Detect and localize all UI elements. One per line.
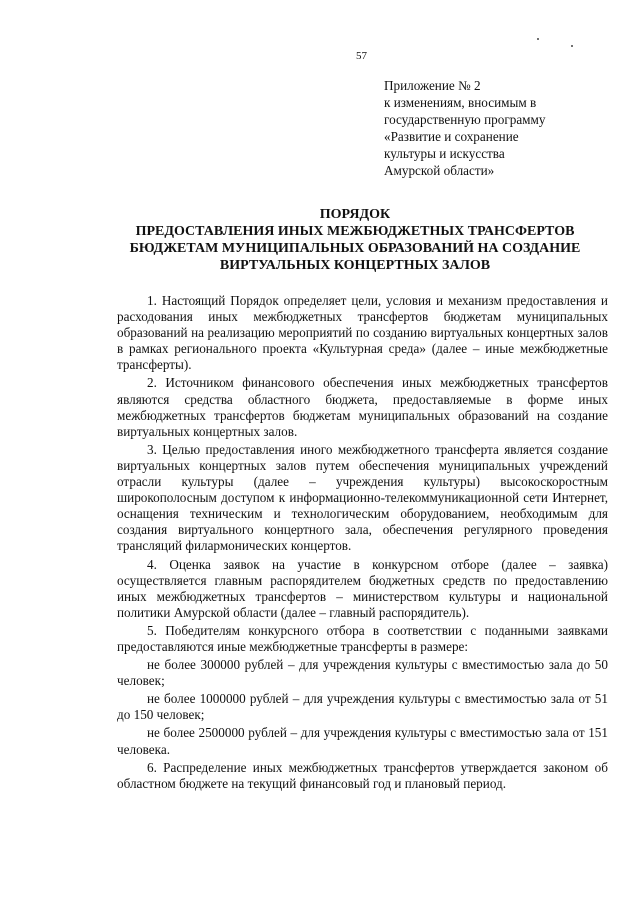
paragraph: 5. Победителям конкурсного отбора в соответствии с поданными заявками предоставляются иные межбюджетные трансферты в размере: — [117, 622, 608, 654]
paragraph: 6. Распределение иных межбюджетных трансфертов утверждается законом об областном бюджете на текущий финансовый год и плановый период. — [117, 759, 608, 791]
paragraph: 4. Оценка заявок на участие в конкурсном отборе (далее – заявка) осуществляется главным распорядителем бюджетных средств по предоставлению иных межбюджетных трансфертов – министерством культуры и национальной политики Амурской области (далее – главный распорядитель). — [117, 556, 608, 620]
appendix-line: Приложение № 2 — [384, 78, 481, 93]
appendix-line: «Развитие и сохранение — [384, 129, 519, 144]
appendix-line: государственную программу — [384, 112, 546, 127]
title-heading: ПОРЯДОК — [319, 207, 391, 222]
document-body — [117, 293, 608, 794]
title-line: БЮДЖЕТАМ МУНИЦИПАЛЬНЫХ ОБРАЗОВАНИЙ НА СОЗДАНИЕ — [129, 241, 581, 256]
paragraph: не более 2500000 рублей – для учреждения культуры с вместимостью зала от 151 человека. — [117, 725, 608, 757]
title-line: ПРЕДОСТАВЛЕНИЯ ИНЫХ МЕЖБЮДЖЕТНЫХ ТРАНСФЕРТОВ — [135, 224, 575, 239]
paragraph: 2. Источником финансового обеспечения иных межбюджетных трансфертов являются средства областного бюджета, предоставляемые в форме иных межбюджетных трансфертов бюджетам муниципальных образований на создание виртуальных концертных залов. — [117, 375, 608, 439]
appendix-line: к изменениям, вносимым в — [384, 95, 537, 110]
paragraph: не более 1000000 рублей – для учреждения культуры с вместимостью зала от 51 до 150 человек; — [117, 691, 608, 723]
appendix-line: культуры и искусства — [384, 146, 505, 161]
paragraph: не более 300000 рублей – для учреждения культуры с вместимостью зала до 50 человек; — [117, 657, 608, 689]
page-number: 57 — [356, 50, 367, 62]
paragraph: 1. Настоящий Порядок определяет цели, условия и механизм предоставления и расходования иных межбюджетных трансфертов бюджетам муниципальных образований на реализацию мероприятий по созданию виртуальных концертных залов в рамках регионального проекта «Культурная среда» (далее – иные межбюджетные трансферты). — [117, 293, 608, 373]
paragraph: 3. Целью предоставления иного межбюджетного трансферта является создание виртуальных концертных залов путем обеспечения муниципальных учреждений отрасли культуры (далее – учреждения культуры) высокоскоростным широкополосным доступом к информационно-телекоммуникационной сети Интернет, оснащения техническим и технологическим оборудованием, необходимым для создания виртуального концертного зала, обеспечения регулярного проведения трансляций филармонических концертов. — [117, 441, 608, 554]
appendix-block — [384, 77, 545, 179]
scan-speck — [537, 38, 539, 40]
scan-speck — [571, 45, 573, 47]
document-title — [100, 206, 610, 274]
appendix-line: Амурской области» — [384, 163, 495, 178]
title-line: ВИРТУАЛЬНЫХ КОНЦЕРТНЫХ ЗАЛОВ — [219, 258, 491, 273]
